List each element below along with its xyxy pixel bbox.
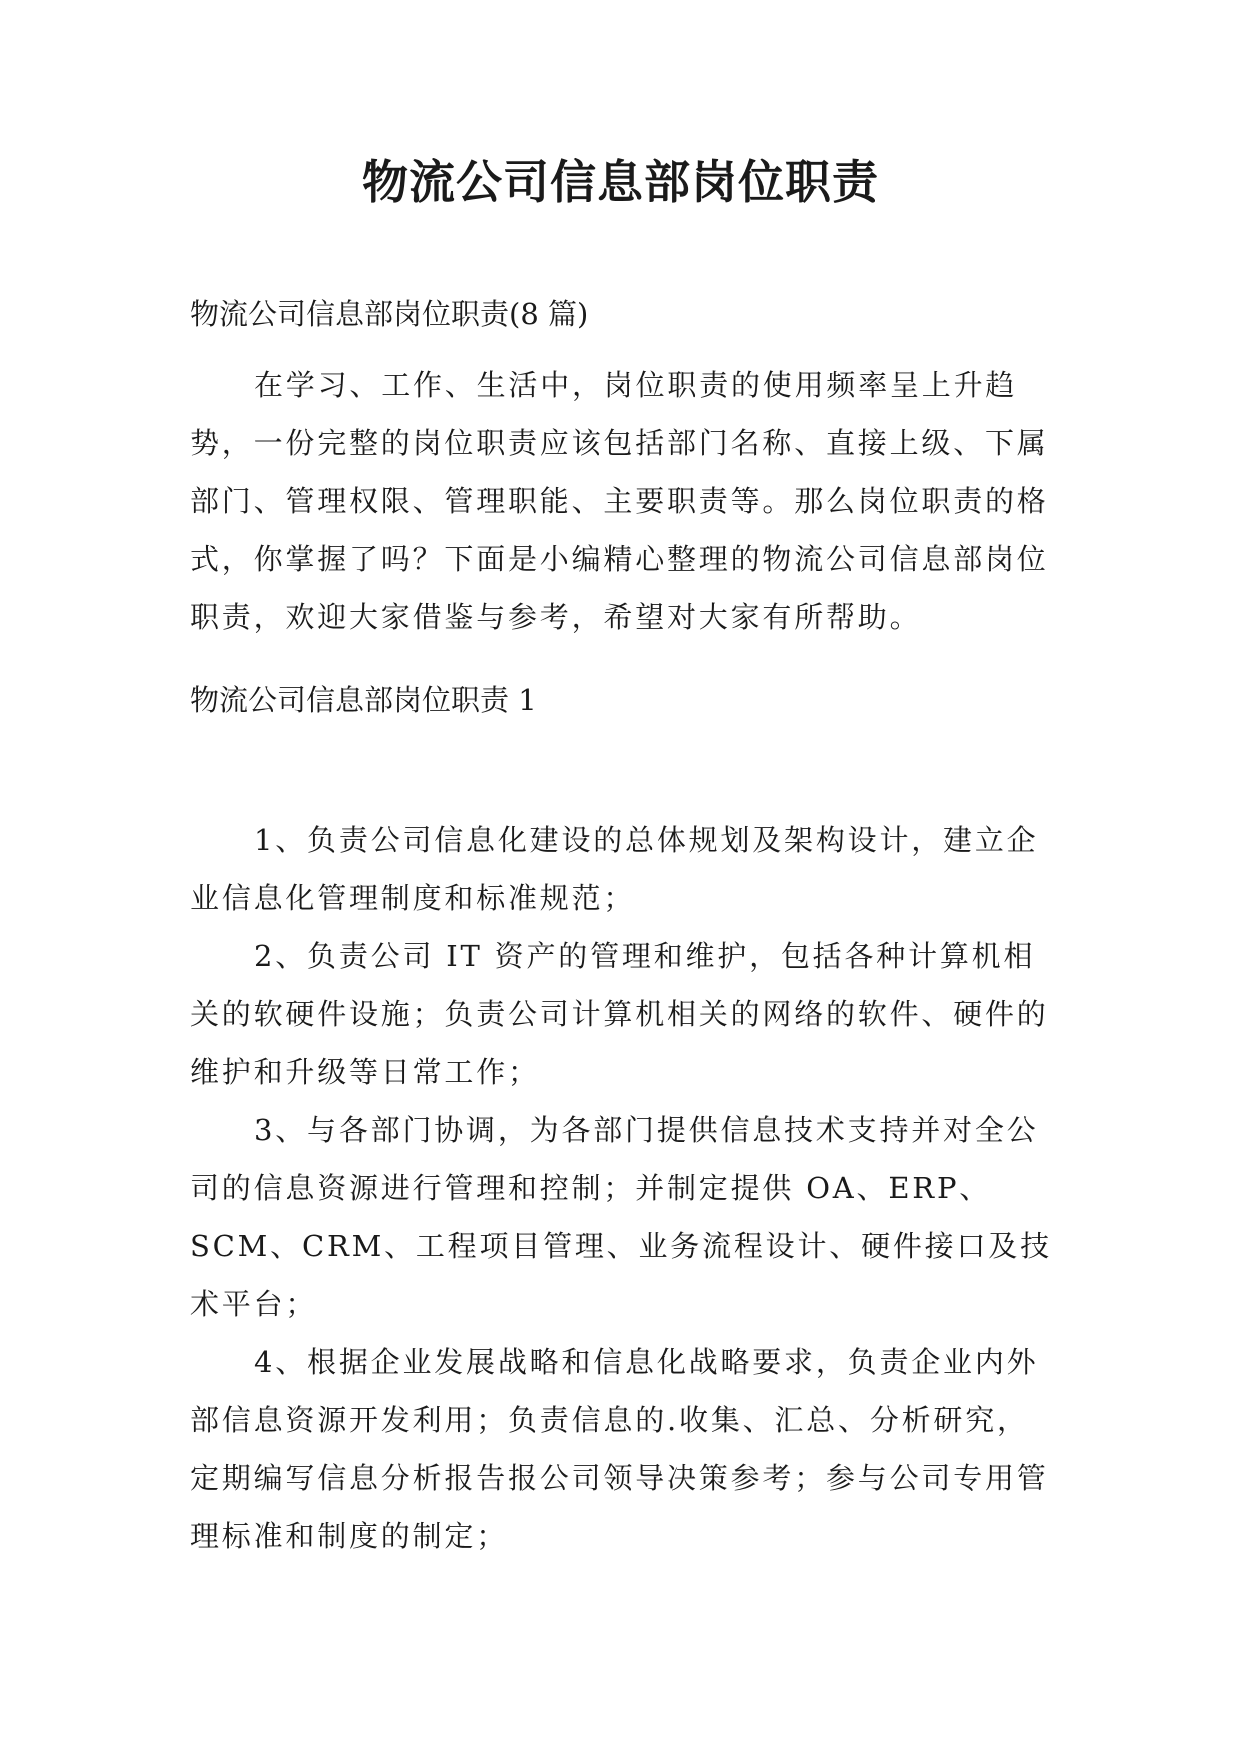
duty-item: 3、与各部门协调，为各部门提供信息技术支持并对全公司的信息资源进行管理和控制；并制定提供 OA、ERP、SCM、CRM、工程项目管理、业务流程设计、硬件接口及技术平台； — [190, 1113, 1052, 1321]
duty-item: 4、根据企业发展战略和信息化战略要求，负责企业内外部信息资源开发利用；负责信息的.收集、汇总、分析研究，定期编写信息分析报告报公司领导决策参考；参与公司专用管理标准和制度的制定； — [190, 1345, 1049, 1553]
duty-item: 2、负责公司 IT 资产的管理和维护，包括各种计算机相关的软硬件设施；负责公司计算机相关的网络的软件、硬件的维护和升级等日常工作； — [190, 939, 1049, 1089]
intro-paragraph: 在学习、工作、生活中，岗位职责的使用频率呈上升趋势，一份完整的岗位职责应该包括部门名称、直接上级、下属部门、管理权限、管理职能、主要职责等。那么岗位职责的格式，你掌握了吗？下面是小编精心整理的物流公司信息部岗位职责，欢迎大家借鉴与参考，希望对大家有所帮助。 — [190, 368, 1049, 634]
duty-list — [190, 811, 1060, 1565]
duty-item: 1、负责公司信息化建设的总体规划及架构设计，建立企业信息化管理制度和标准规范； — [190, 823, 1039, 915]
document-subtitle: 物流公司信息部岗位职责(8 篇) — [190, 297, 589, 331]
section-heading: 物流公司信息部岗位职责 1 — [190, 683, 537, 717]
document-title: 物流公司信息部岗位职责 — [362, 155, 879, 209]
